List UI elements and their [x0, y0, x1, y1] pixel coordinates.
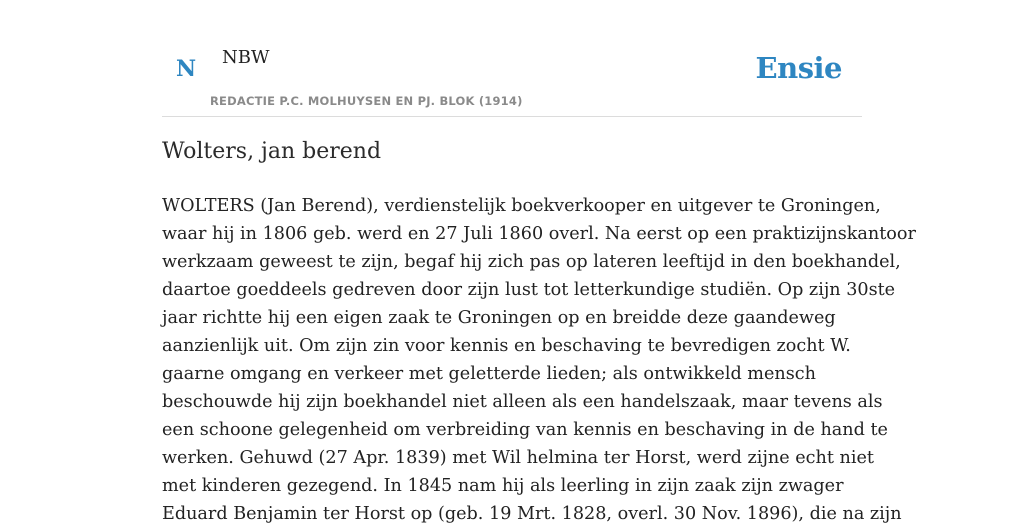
article-line: werkzaam geweest te zijn, begaf hij zich pas op lateren leeftijd in den boekhandel,	[162, 252, 901, 272]
article-line: jaar richtte hij een eigen zaak te Groningen op en breidde deze gaandeweg	[162, 308, 836, 328]
brand-logo-link[interactable]: Ensie	[755, 51, 842, 85]
article-line: aanzienlijk uit. Om zijn zin voor kennis en beschaving te bevredigen zocht W.	[162, 336, 851, 356]
article-line: een schoone gelegenheid om verbreiding van kennis en beschaving in de hand te	[162, 420, 888, 440]
page-title: Wolters, jan berend	[162, 139, 382, 164]
article-line: beschouwde hij zijn boekhandel niet alleen als een handelszaak, maar tevens als	[162, 392, 883, 412]
source-logo: N	[176, 56, 197, 82]
article-line: werken. Gehuwd (27 Apr. 1839) met Wil helmina ter Horst, werd zijne echt niet	[162, 448, 874, 468]
header	[162, 0, 862, 117]
article-line: met kinderen gezegend. In 1845 nam hij als leerling in zijn zaak zijn zwager	[162, 476, 844, 496]
article-line: gaarne omgang en verkeer met geletterde lieden; als ontwikkeld mensch	[162, 364, 816, 384]
article-line: daartoe goeddeels gedreven door zijn lust tot letterkundige studiën. Op zijn 30ste	[162, 280, 896, 300]
article-line: waar hij in 1806 geb. werd en 27 Juli 1860 overl. Na eerst op een praktizijnskantoor	[162, 224, 916, 244]
article-line: WOLTERS (Jan Berend), verdienstelijk boekverkooper en uitgever te Groningen,	[162, 196, 881, 216]
source-editors: REDACTIE P.C. MOLHUYSEN EN PJ. BLOK (1914)	[210, 94, 523, 108]
source-name: NBW	[222, 47, 270, 68]
article-line: Eduard Benjamin ter Horst op (geb. 19 Mrt. 1828, overl. 30 Nov. 1896), die na zijn	[162, 504, 902, 524]
article-body	[162, 192, 916, 528]
